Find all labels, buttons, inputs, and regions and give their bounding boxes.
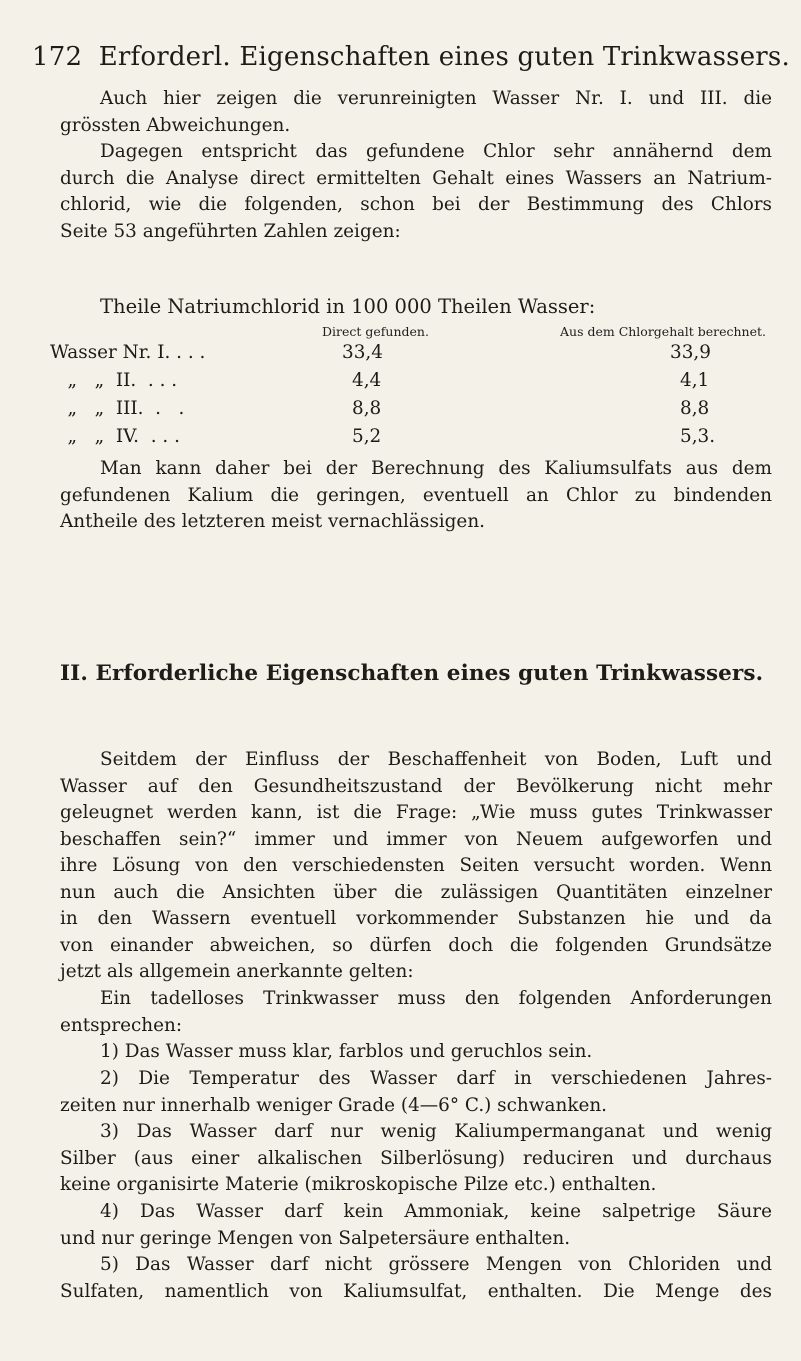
text-line: durch die Analyse direct ermittelten Gehalt eines Wassers an Natrium- [60, 167, 772, 189]
table-title: Theile Natriumchlorid in 100 000 Theilen Wasser: [100, 295, 596, 318]
text-line: grössten Abweichungen. [60, 114, 291, 136]
text-line: Seite 53 angeführten Zahlen zeigen: [60, 220, 401, 242]
value-calculated: 5,3. [680, 426, 716, 447]
list-item-1 [60, 1039, 772, 1066]
text-line: entsprechen: [60, 1014, 183, 1036]
section-paragraph-2 [60, 986, 772, 1039]
text-line: Sulfaten, namentlich von Kaliumsulfat, enthalten. Die Menge des [60, 1280, 772, 1302]
text-line: Wasser auf den Gesundheitszustand der Bevölkerung nicht mehr [60, 775, 772, 797]
value-calculated: 4,1 [680, 370, 710, 391]
table-row [50, 398, 770, 424]
intro-paragraph-1 [60, 86, 772, 139]
column-header-direct: Direct gefunden. [322, 324, 429, 339]
text-line: 3) Das Wasser darf nur wenig Kaliumpermanganat und wenig [100, 1121, 772, 1142]
text-line: chlorid, wie die folgenden, schon bei der Bestimmung des Chlors [60, 194, 772, 215]
table-row [50, 426, 770, 452]
after-table-paragraph [60, 456, 772, 536]
value-calculated: 8,8 [680, 398, 710, 419]
text-line: Silber (aus einer alkalischen Silberlösung) reduciren und durchaus [60, 1147, 772, 1169]
text-line: zeiten nur innerhalb weniger Grade (4—6° C.) schwanken. [60, 1094, 608, 1116]
text-line: in den Wassern eventuell vorkommender Substanzen hie und da [60, 908, 772, 929]
text-line: von einander abweichen, so dürfen doch die folgenden Grundsätze [60, 934, 772, 956]
text-line: geleugnet werden kann, ist die Frage: „Wie muss gutes Trinkwasser [60, 802, 772, 823]
text-line: 4) Das Wasser darf kein Ammoniak, keine salpetrige Säure [100, 1201, 772, 1222]
table-row [50, 342, 770, 368]
list-item-5 [60, 1252, 772, 1305]
text-line: 5) Das Wasser darf nicht grössere Mengen von Chloriden und [100, 1254, 772, 1275]
value-direct: 33,4 [342, 342, 383, 363]
section-heading: II. Erforderliche Eigenschaften eines guten Trinkwassers. [60, 661, 764, 686]
list-item-3 [60, 1119, 772, 1199]
list-item-4 [60, 1199, 772, 1252]
value-calculated: 33,9 [670, 342, 711, 363]
running-head [32, 42, 790, 72]
text-line: keine organisirte Materie (mikroskopische Pilze etc.) enthalten. [60, 1174, 657, 1195]
value-direct: 4,4 [352, 370, 382, 391]
value-direct: 8,8 [352, 398, 382, 419]
column-header-calculated: Aus dem Chlorgehalt berechnet. [560, 324, 766, 339]
list-item-2 [60, 1066, 772, 1119]
text-line: Auch hier zeigen die verunreinigten Wasser Nr. I. und III. die [100, 88, 772, 109]
row-label: Wasser Nr. I. . . . [50, 342, 206, 363]
text-line: gefundenen Kalium die geringen, eventuell an Chlor zu bindenden [60, 484, 772, 506]
text-line: und nur geringe Mengen von Salpetersäure enthalten. [60, 1227, 571, 1249]
row-label: „ „ II. . . . [50, 370, 178, 391]
section-paragraph-1 [60, 747, 772, 986]
value-direct: 5,2 [352, 426, 382, 447]
text-line: nun auch die Ansichten über die zulässigen Quantitäten einzelner [60, 881, 772, 903]
row-label: „ „ III. . . [50, 398, 185, 419]
table-row [50, 370, 770, 396]
text-line: Seitdem der Einfluss der Beschaffenheit von Boden, Luft und [100, 749, 772, 770]
running-title: Erforderl. Eigenschaften eines guten Trinkwassers. [98, 42, 790, 72]
text-line: Antheile des letzteren meist vernachlässigen. [60, 511, 486, 532]
intro-paragraph-2 [60, 139, 772, 245]
text-line: jetzt als allgemein anerkannte gelten: [60, 961, 414, 982]
text-line: Dagegen entspricht das gefundene Chlor sehr annähernd dem [100, 141, 772, 162]
text-line: 1) Das Wasser muss klar, farblos und geruchlos sein. [100, 1041, 593, 1062]
text-line: Ein tadelloses Trinkwasser muss den folgenden Anforderungen [100, 988, 772, 1009]
text-line: beschaffen sein?“ immer und immer von Neuem aufgeworfen und [60, 828, 772, 850]
text-line: Man kann daher bei der Berechnung des Kaliumsulfats aus dem [100, 458, 772, 479]
text-line: 2) Die Temperatur des Wasser darf in verschiedenen Jahres- [100, 1068, 772, 1089]
page-number: 172 [32, 42, 83, 72]
row-label: „ „ IV. . . . [50, 426, 180, 447]
text-line: ihre Lösung von den verschiedensten Seiten versucht worden. Wenn [60, 855, 772, 876]
